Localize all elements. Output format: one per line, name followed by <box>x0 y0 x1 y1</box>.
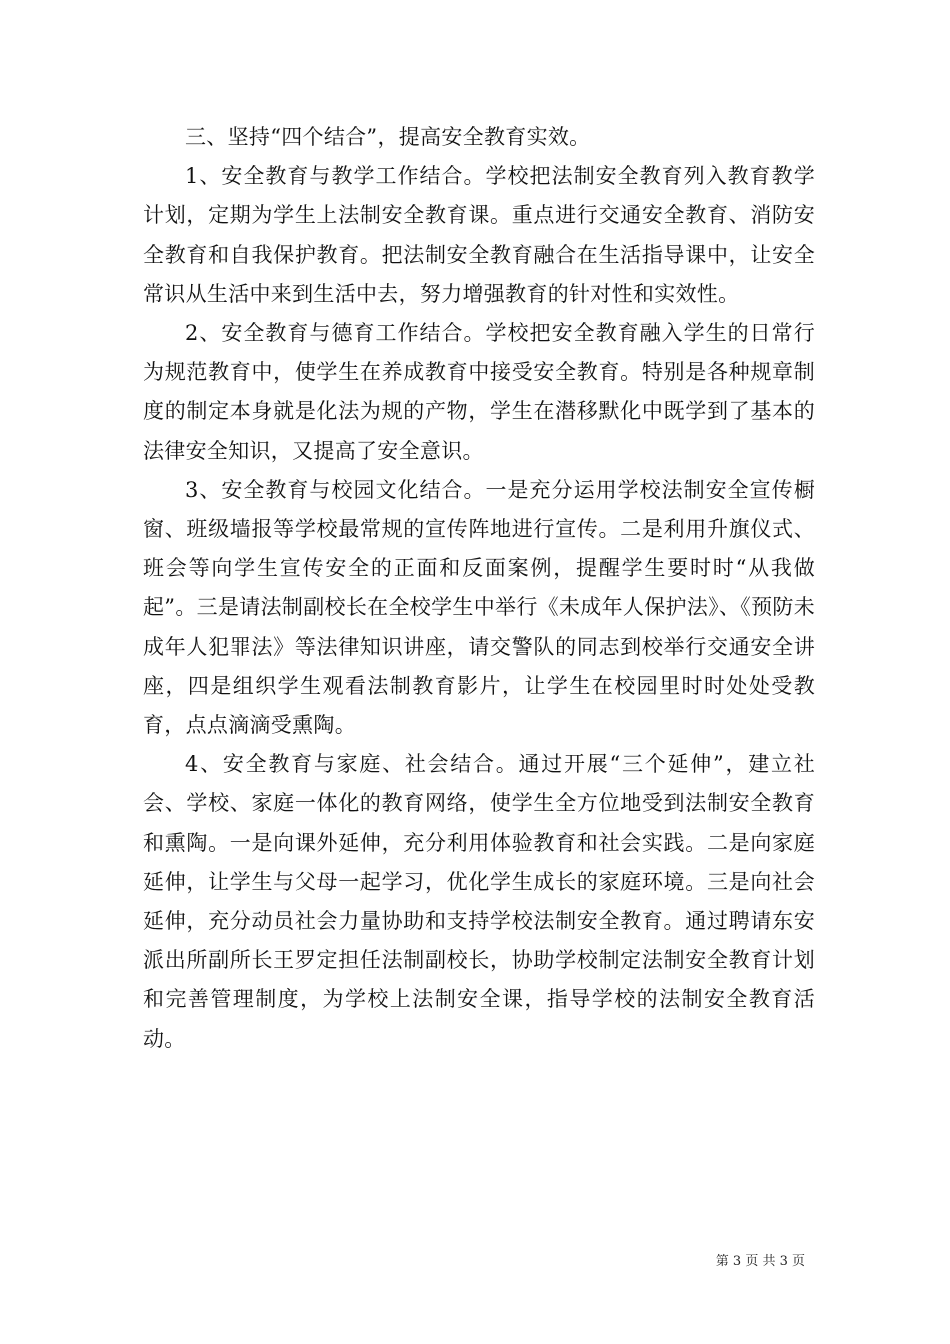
section-heading: 三、坚持“四个结合”，提高安全教育实效。 <box>185 125 591 149</box>
paragraph-3: 3、安全教育与校园文化结合。一是充分运用学校法制安全宣传橱窗、班级墙报等学校最常规的宣传阵地进行宣传。二是利用升旗仪式、班会等向学生宣传安全的正面和反面案例，提醒学生要时时“从我做起”。三是请法制副校长在全校学生中举行《未成年人保护法》、《预防未成年人犯罪法》等法律知识讲座，请交警队的同志到校举行交通安全讲座，四是组织学生观看法制教育影片，让学生在校园里时时处处受教育，点点滴滴受熏陶。 <box>143 477 815 738</box>
page-number: 第 3 页 共 3 页 <box>715 1254 805 1269</box>
paragraph-2: 2、安全教育与德育工作结合。学校把安全教育融入学生的日常行为规范教育中，使学生在养成教育中接受安全教育。特别是各种规章制度的制定本身就是化法为规的产物，学生在潜移默化中既学到了基本的法律安全知识，又提高了安全意识。 <box>143 321 815 463</box>
paragraph-1: 1、安全教育与教学工作结合。学校把法制安全教育列入教育教学计划，定期为学生上法制安全教育课。重点进行交通安全教育、消防安全教育和自我保护教育。把法制安全教育融合在生活指导课中，让安全常识从生活中来到生活中去，努力增强教育的针对性和实效性。 <box>143 164 815 306</box>
paragraph-4: 4、安全教育与家庭、社会结合。通过开展“三个延伸”，建立社会、学校、家庭一体化的教育网络，使学生全方位地受到法制安全教育和熏陶。一是向课外延伸，充分利用体验教育和社会实践。二是向家庭延伸，让学生与父母一起学习，优化学生成长的家庭环境。三是向社会延伸，充分动员社会力量协助和支持学校法制安全教育。通过聘请东安派出所副所长王罗定担任法制副校长，协助学校制定法制安全教育计划和完善管理制度，为学校上法制安全课，指导学校的法制安全教育活动。 <box>143 752 815 1051</box>
document-body <box>143 118 815 1059</box>
